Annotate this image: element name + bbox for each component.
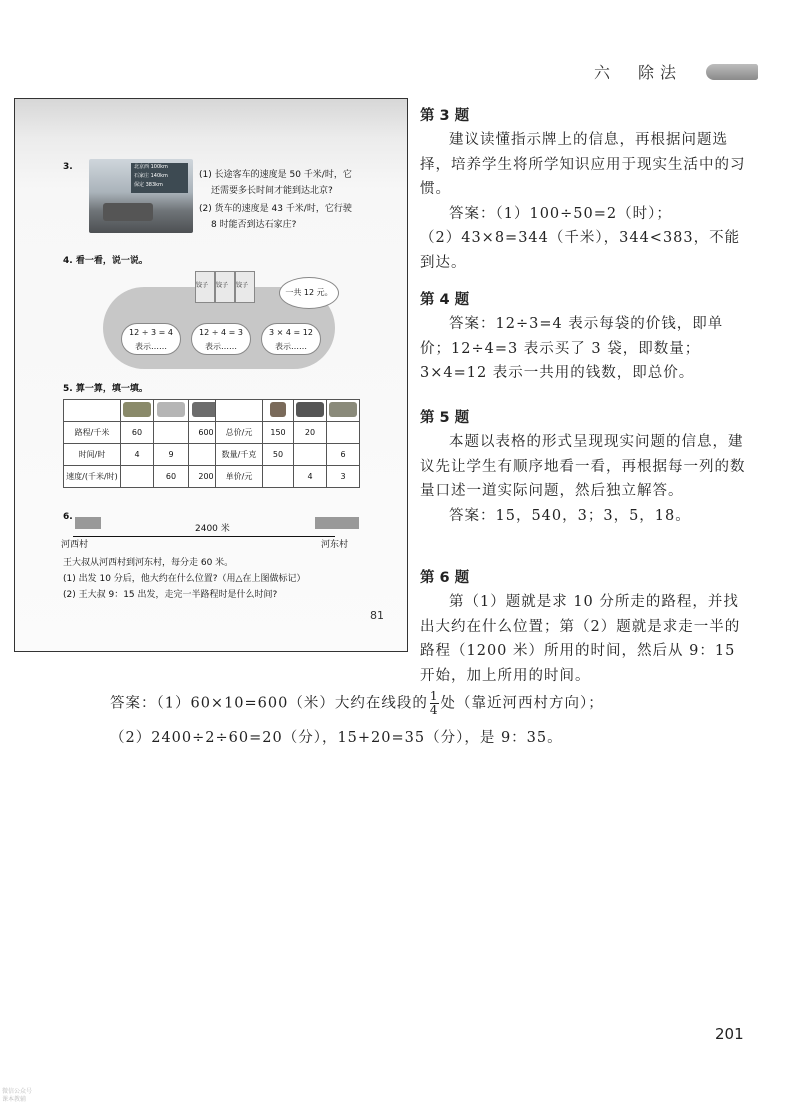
dumpling-bag: 饺子 [215,271,235,303]
q5-title: 5. 算一算，填一填。 [63,384,148,394]
q6-answer-2: （2）2400÷2÷60=20（分），15+20=35（分），是 9：35。 [110,730,563,746]
q3-body [420,128,748,275]
q3-line: (1) 长途客车的速度是 50 千米/时，它 [199,170,352,180]
q5-text: 本题以表格的形式呈现现实问题的信息，建议先让学生有顺序地看一看，再根据每一列的数量口述一道实际问题，然后独立解答。 [420,434,746,499]
speed-table [63,399,224,488]
village-east-image [315,517,359,529]
q4-title: 4. 看一看，说一说。 [63,256,148,266]
sign-line: 保定 383km [134,182,163,188]
fraction-one-quarter: $\frac{1}{4}$ [429,689,439,717]
q6-heading: 第 6 题 [420,570,470,586]
q6-number: 6. [63,512,73,522]
dumpling-bag: 饺子 [195,271,215,303]
table-row: 单价/元 4 3 [216,466,360,488]
q3-answer-2: （2）43×8=344（千米），344<383，不能到达。 [420,230,741,271]
q4-heading: 第 4 题 [420,292,470,308]
table-row: 数量/千克 50 6 [216,444,360,466]
west-village-label: 河西村 [61,540,89,550]
sack-image [270,402,286,417]
thought-bubble: 一共 12 元。 [279,277,339,309]
textbook-page-image [14,98,408,652]
fruit-image [329,402,357,417]
q6-line: (2) 王大叔 9：15 出发，走完一半路程时是什么时间? [63,590,278,600]
grapes-image [296,402,324,417]
table-row: 时间/时 4 9 [64,444,224,466]
table-row: 路程/千米 60 600 [64,422,224,444]
dumpling-bag: 饺子 [235,271,255,303]
q6-body [420,590,748,688]
village-west-image [75,517,101,529]
q5-answer: 答案：15，540，3；3，5，18。 [449,507,691,524]
car-image [157,402,185,417]
q3-text: 建议读懂指示牌上的信息，再根据问题选择，培养学生将所学知识应用于现实生活中的习惯。 [420,132,746,197]
q3-number: 3. [63,162,73,172]
road-sign [131,163,188,193]
equation-bubble: 3 × 4 = 12 表示…… [261,323,321,355]
person-image [123,402,151,417]
header-tab-decoration [706,64,758,80]
q6-line: 王大叔从河西村到河东村，每分走 60 米。 [63,558,234,568]
q3-line: (2) 货车的速度是 43 千米/时，它行驶 [199,204,352,214]
q3-line: 8 时能否到达石家庄? [211,220,297,230]
q5-heading: 第 5 题 [420,410,470,426]
q3-answer-1: 答案：（1）100÷50=2（时）； [449,205,672,222]
q3-line: 还需要多长时间才能到达北京? [211,186,333,196]
equation-bubble: 12 ÷ 3 = 4 表示…… [121,323,181,355]
watermark: 微信公众号 课本教辅 [2,1088,33,1103]
chapter-title: 六 除法 [593,63,682,82]
table-row: 总价/元 150 20 [216,422,360,444]
q6-line: (1) 出发 10 分后，他大约在什么位置?（用△在上图做标记） [63,574,306,584]
equation-bubble: 12 ÷ 4 = 3 表示…… [191,323,251,355]
price-table [215,399,360,488]
q3-heading: 第 3 题 [420,108,470,124]
book-page-number: 81 [370,609,384,622]
q6-answer-1: 答案：（1）60×10=600（米）大约在线段的 $\frac{1}{4}$ 处（靠近河西村方向）； [110,689,604,717]
q4-answer: 答案：12÷3=4 表示每袋的价钱，即单价；12÷4=3 表示买了 3 袋，即数量；3×4=12 表示一共用的钱数，即总价。 [420,316,724,381]
distance-line [73,536,335,537]
q5-body [420,430,748,528]
distance-label: 2400 米 [195,524,230,534]
q4-body [420,312,748,386]
east-village-label: 河东村 [321,540,349,550]
table-row: 速度/(千米/时) 60 200 [64,466,224,488]
page-number: 201 [715,1025,744,1043]
sign-line: 石家庄 140km [134,173,168,179]
sign-line: 北京西 100km [134,164,168,170]
bus-shape [103,203,153,221]
q6-text: 第（1）题就是求 10 分所走的路程，并找出大约在什么位置；第（2）题就是求走一半的路程（1200 米）所用的时间，然后从 9：15 开始，加上所用的时间。 [420,594,741,684]
